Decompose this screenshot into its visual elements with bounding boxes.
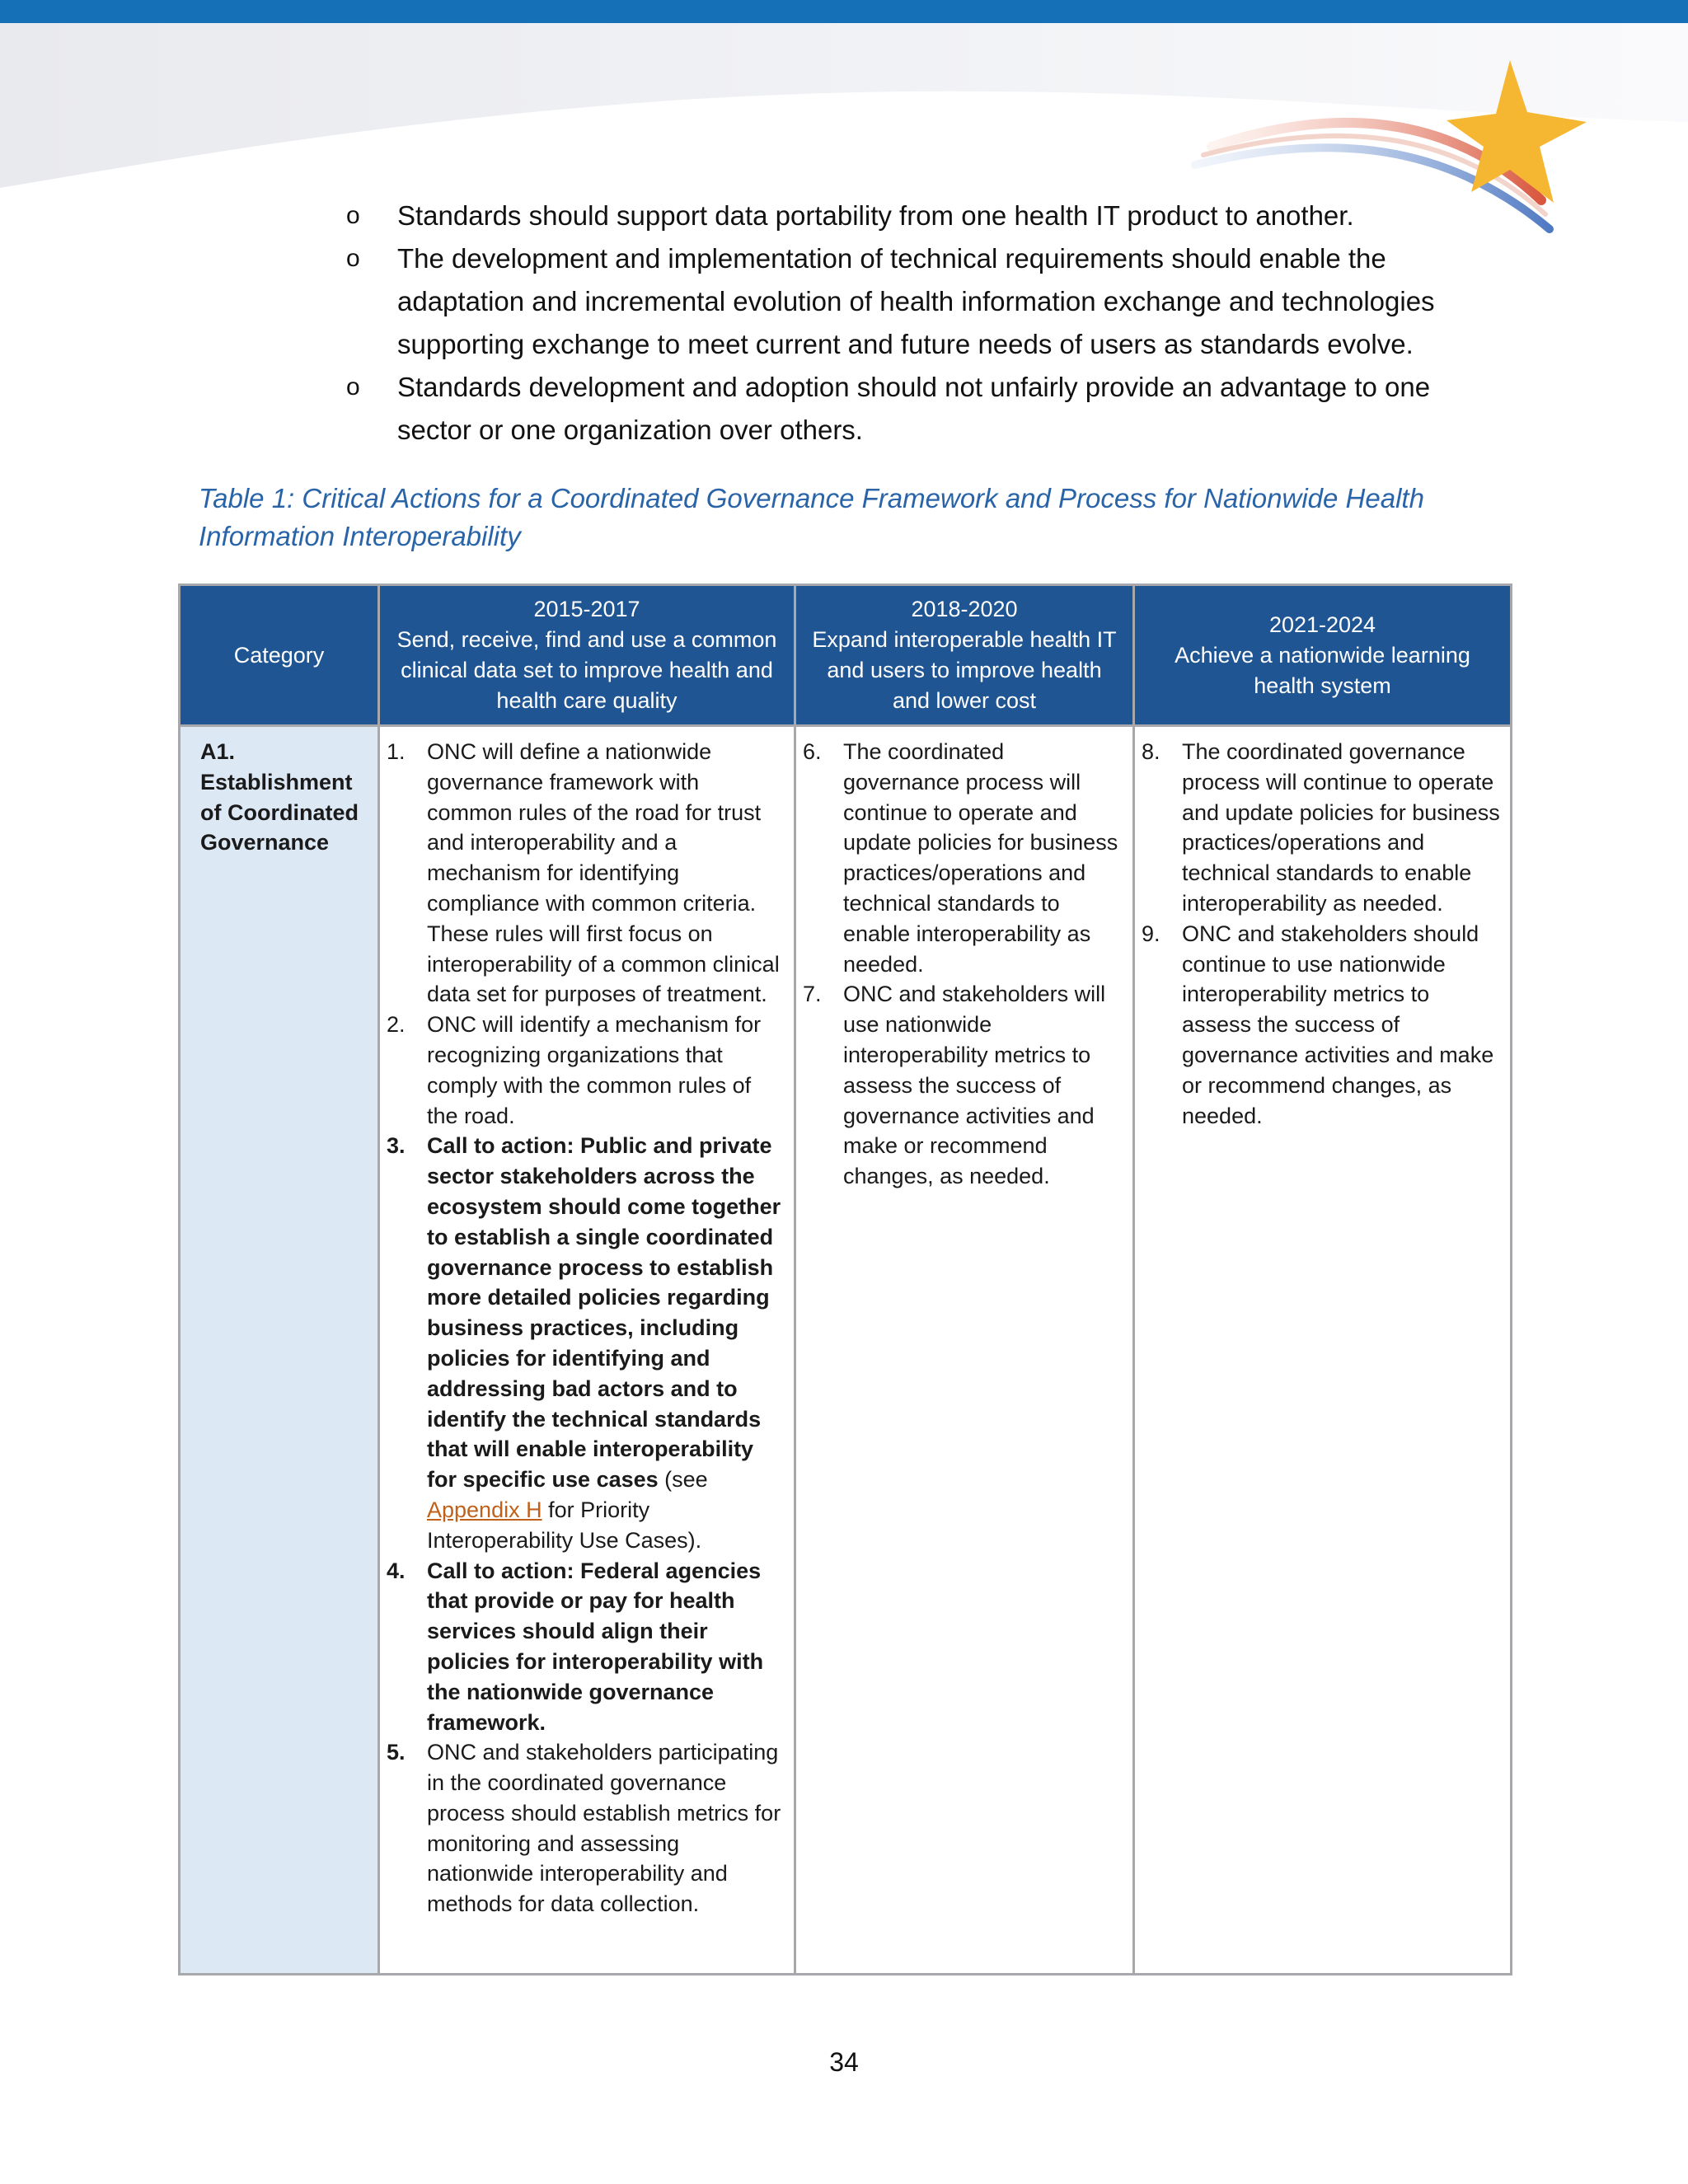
action-text: for Priority Interoperability Use Cases). bbox=[427, 1497, 702, 1553]
bullet-marker: o bbox=[346, 373, 360, 401]
header-years: 2015-2017 bbox=[533, 597, 640, 621]
appendix-h-link[interactable]: Appendix H bbox=[427, 1497, 542, 1522]
table-caption: Table 1: Critical Actions for a Coordinated Governance Framework and Process for Nationwide Health Information Interoperability bbox=[199, 483, 1424, 551]
bullet-item: o Standards should support data portability from one health IT product to another. bbox=[346, 194, 1500, 237]
bullet-marker: o bbox=[346, 245, 360, 272]
action-number: 1. bbox=[387, 739, 406, 764]
action-item bbox=[387, 1010, 785, 1131]
actions-2021-2024 bbox=[1134, 726, 1512, 1975]
action-call-to-action: Call to action: Public and private sector stakeholders across the ecosystem should come together to establish a single coordinated governance process to establish more detailed policies regarding business practices, including policies for identifying and addressing bad actors and to identify the technical standards that will enable interoperability for specific use cases bbox=[427, 1133, 781, 1493]
action-list bbox=[803, 737, 1124, 1192]
top-banner-bar bbox=[0, 0, 1688, 23]
page-number: 34 bbox=[829, 2047, 859, 2077]
action-text: ONC will define a nationwide governance framework with common rules of the road for trust and interoperability and a mechanism for identifying compliance with common criteria. These rules will first focus on interoperability of a common clinical data set for purposes of treatment. bbox=[427, 739, 780, 1007]
header-goal: Send, receive, find and use a common clinical data set to improve health and health care quality bbox=[396, 627, 777, 713]
header-2015-2017 bbox=[379, 585, 795, 726]
action-number: 3. bbox=[387, 1133, 406, 1159]
action-item bbox=[803, 979, 1124, 1192]
table-header-row bbox=[180, 585, 1512, 726]
action-number: 6. bbox=[803, 739, 822, 764]
action-number: 7. bbox=[803, 982, 822, 1007]
action-item bbox=[803, 737, 1124, 979]
action-call-to-action: Call to action: Federal agencies that provide or pay for health services should align their policies for interoperability with the nationwide governance framework. bbox=[427, 1558, 764, 1735]
action-item bbox=[387, 1556, 785, 1738]
action-text: ONC and stakeholders participating in the coordinated governance process should establish metrics for monitoring and assessing nationwide interoperability and methods for data collection. bbox=[427, 1740, 781, 1917]
bullet-list bbox=[346, 194, 1500, 452]
action-number: 9. bbox=[1142, 921, 1160, 946]
action-item bbox=[387, 1737, 785, 1919]
header-category: Category bbox=[180, 585, 379, 726]
bullet-marker: o bbox=[346, 202, 360, 229]
action-item bbox=[1142, 737, 1502, 919]
bullet-item: o Standards development and adoption should not unfairly provide an advantage to one sector or one organization over others. bbox=[346, 366, 1500, 452]
actions-2015-2017 bbox=[379, 726, 795, 1975]
action-item bbox=[387, 1131, 785, 1555]
header-2018-2020 bbox=[795, 585, 1134, 726]
action-text: (see bbox=[658, 1467, 708, 1493]
bullet-item: o The development and implementation of technical requirements should enable the adaptation and incremental evolution of health information exchange and technologies supporting exchange to meet current and future needs of users as standards evolve. bbox=[346, 237, 1500, 366]
action-text: The coordinated governance process will continue to operate and update policies for business practices/operations and technical standards to enable interoperability as needed. bbox=[1182, 739, 1500, 916]
action-number: 2. bbox=[387, 1012, 406, 1038]
actions-2018-2020 bbox=[795, 726, 1134, 1975]
table-row bbox=[180, 726, 1512, 1975]
action-number: 5. bbox=[387, 1740, 406, 1765]
header-goal: Expand interoperable health IT and users to improve health and lower cost bbox=[812, 627, 1117, 713]
header-goal: Achieve a nationwide learning health system bbox=[1175, 642, 1470, 698]
category-cell: A1. Establishment of Coordinated Governance bbox=[180, 726, 379, 1975]
action-text: ONC and stakeholders will use nationwide interoperability metrics to assess the success of governance activities and make or recommend changes, as needed. bbox=[843, 982, 1106, 1189]
critical-actions-table-wrapper bbox=[178, 583, 1510, 1975]
action-item bbox=[1142, 919, 1502, 1132]
action-list bbox=[387, 737, 785, 1919]
action-text: ONC and stakeholders should continue to use nationwide interoperability metrics to assess the success of governance activities and make or recommend changes, as needed. bbox=[1182, 921, 1494, 1128]
action-text: ONC will identify a mechanism for recognizing organizations that comply with the common rules of the road. bbox=[427, 1012, 762, 1128]
action-text: The coordinated governance process will continue to operate and update policies for business practices/operations and technical standards to enable interoperability as needed. bbox=[843, 739, 1118, 977]
action-item bbox=[387, 737, 785, 1010]
header-years: 2018-2020 bbox=[911, 597, 1018, 621]
header-2021-2024 bbox=[1134, 585, 1512, 726]
action-number: 4. bbox=[387, 1558, 406, 1583]
critical-actions-table bbox=[178, 583, 1512, 1975]
header-years: 2021-2024 bbox=[1268, 612, 1376, 637]
action-list bbox=[1142, 737, 1502, 1131]
action-number: 8. bbox=[1142, 739, 1160, 764]
